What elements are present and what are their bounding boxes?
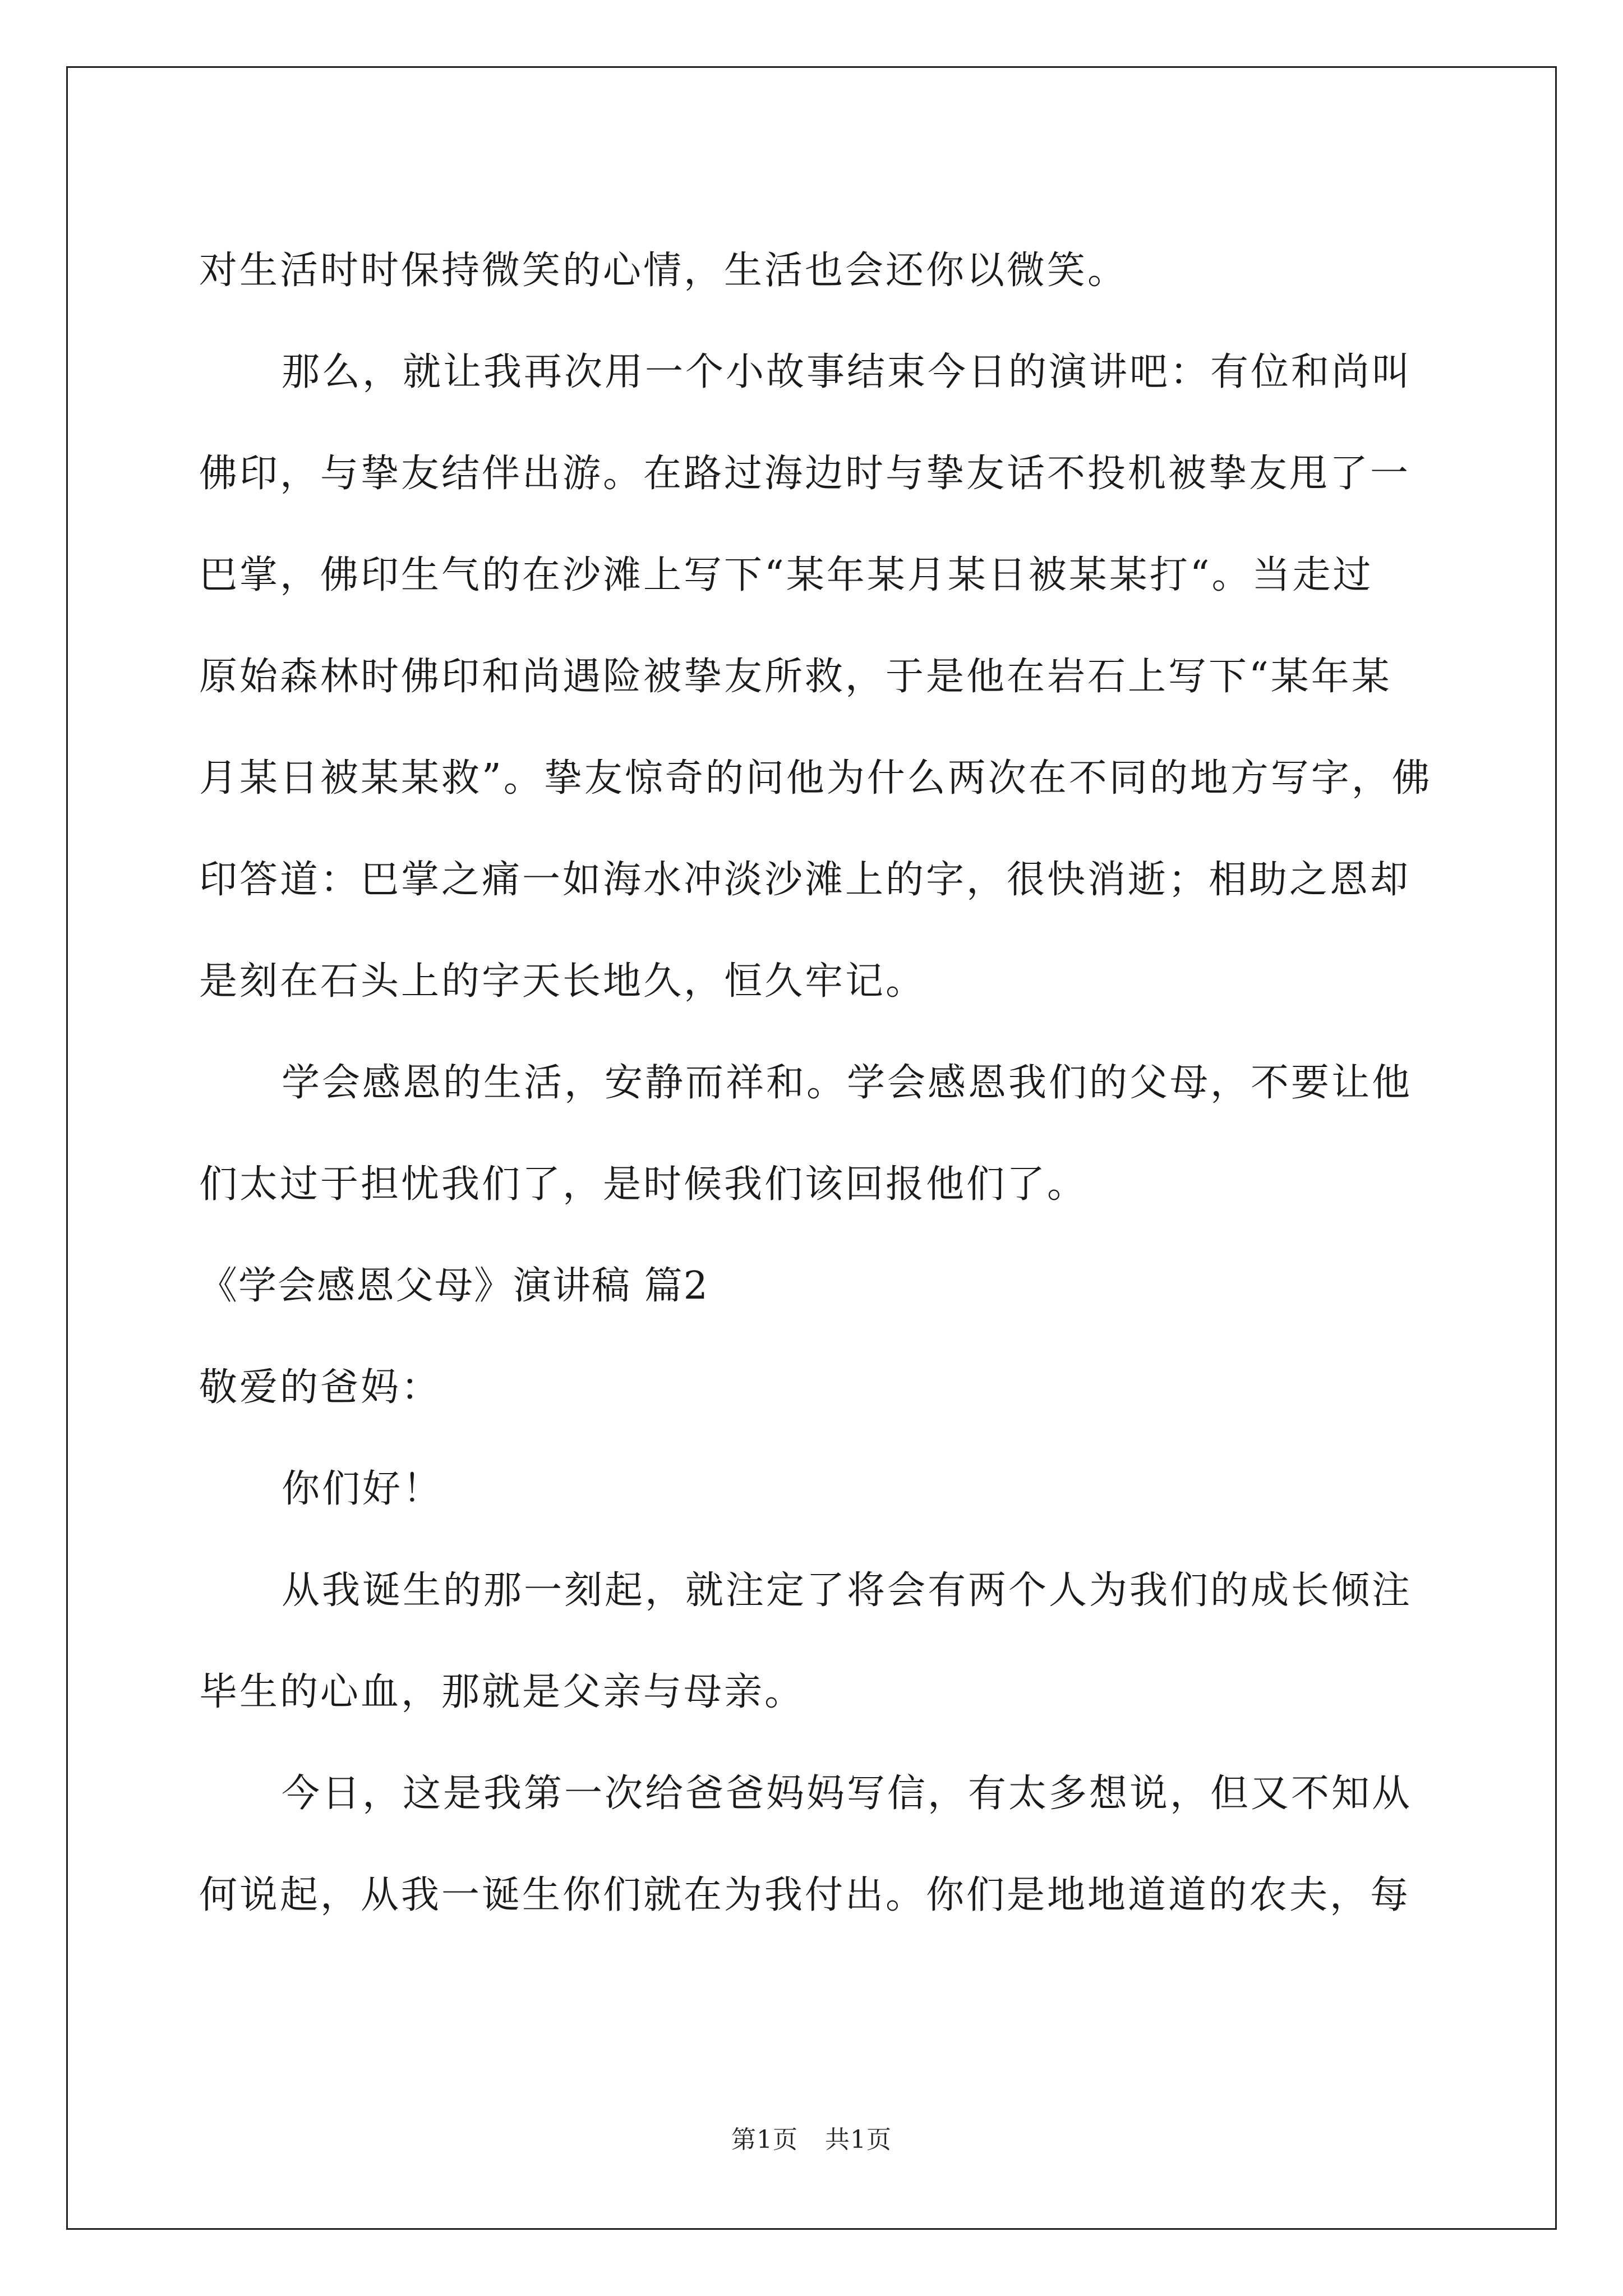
text-line-16: 今日，这是我第一次给爸爸妈妈写信，有太多想说，但又不知从 [282, 1772, 1413, 1816]
text-line-9: 学会感恩的生活，安静而祥和。学会感恩我们的父母，不要让他 [282, 1061, 1413, 1105]
text-line-3: 佛印，与挚友结伴出游。在路过海边时与挚友话不投机被挚友甩了一 [199, 452, 1411, 496]
text-line-15: 毕生的心血，那就是父亲与母亲。 [199, 1670, 805, 1714]
section-heading: 《学会感恩父母》演讲稿 篇2 [199, 1264, 709, 1308]
text-line-17: 何说起，从我一诞生你们就在为我付出。你们是地地道道的农夫，每 [199, 1873, 1411, 1917]
text-line-2: 那么，就让我再次用一个小故事结束今日的演讲吧：有位和尚叫 [282, 350, 1413, 394]
page-footer [0, 2119, 1623, 2155]
page-number-current: 第1页 [731, 2125, 798, 2154]
document-body [199, 220, 1430, 1946]
page-number-total: 共1页 [825, 2125, 892, 2154]
greeting: 你们好！ [282, 1467, 444, 1511]
salutation: 敬爱的爸妈： [199, 1365, 442, 1410]
text-line-7: 印答道：巴掌之痛一如海水冲淡沙滩上的字，很快消逝；相助之恩却 [199, 858, 1411, 902]
text-line-10: 们太过于担忧我们了，是时候我们该回报他们了。 [199, 1162, 1088, 1207]
text-line-4: 巴掌，佛印生气的在沙滩上写下“某年某月某日被某某打“。当走过 [199, 553, 1373, 597]
text-line-6: 月某日被某某救”。挚友惊奇的问他为什么两次在不同的地方写字，佛 [199, 756, 1432, 800]
text-line-8: 是刻在石头上的字天长地久，恒久牢记。 [199, 959, 926, 1004]
text-line-1: 对生活时时保持微笑的心情，生活也会还你以微笑。 [199, 249, 1128, 293]
text-line-5: 原始森林时佛印和尚遇险被挚友所救，于是他在岩石上写下“某年某 [199, 655, 1392, 699]
text-line-14: 从我诞生的那一刻起，就注定了将会有两个人为我们的成长倾注 [282, 1568, 1413, 1613]
